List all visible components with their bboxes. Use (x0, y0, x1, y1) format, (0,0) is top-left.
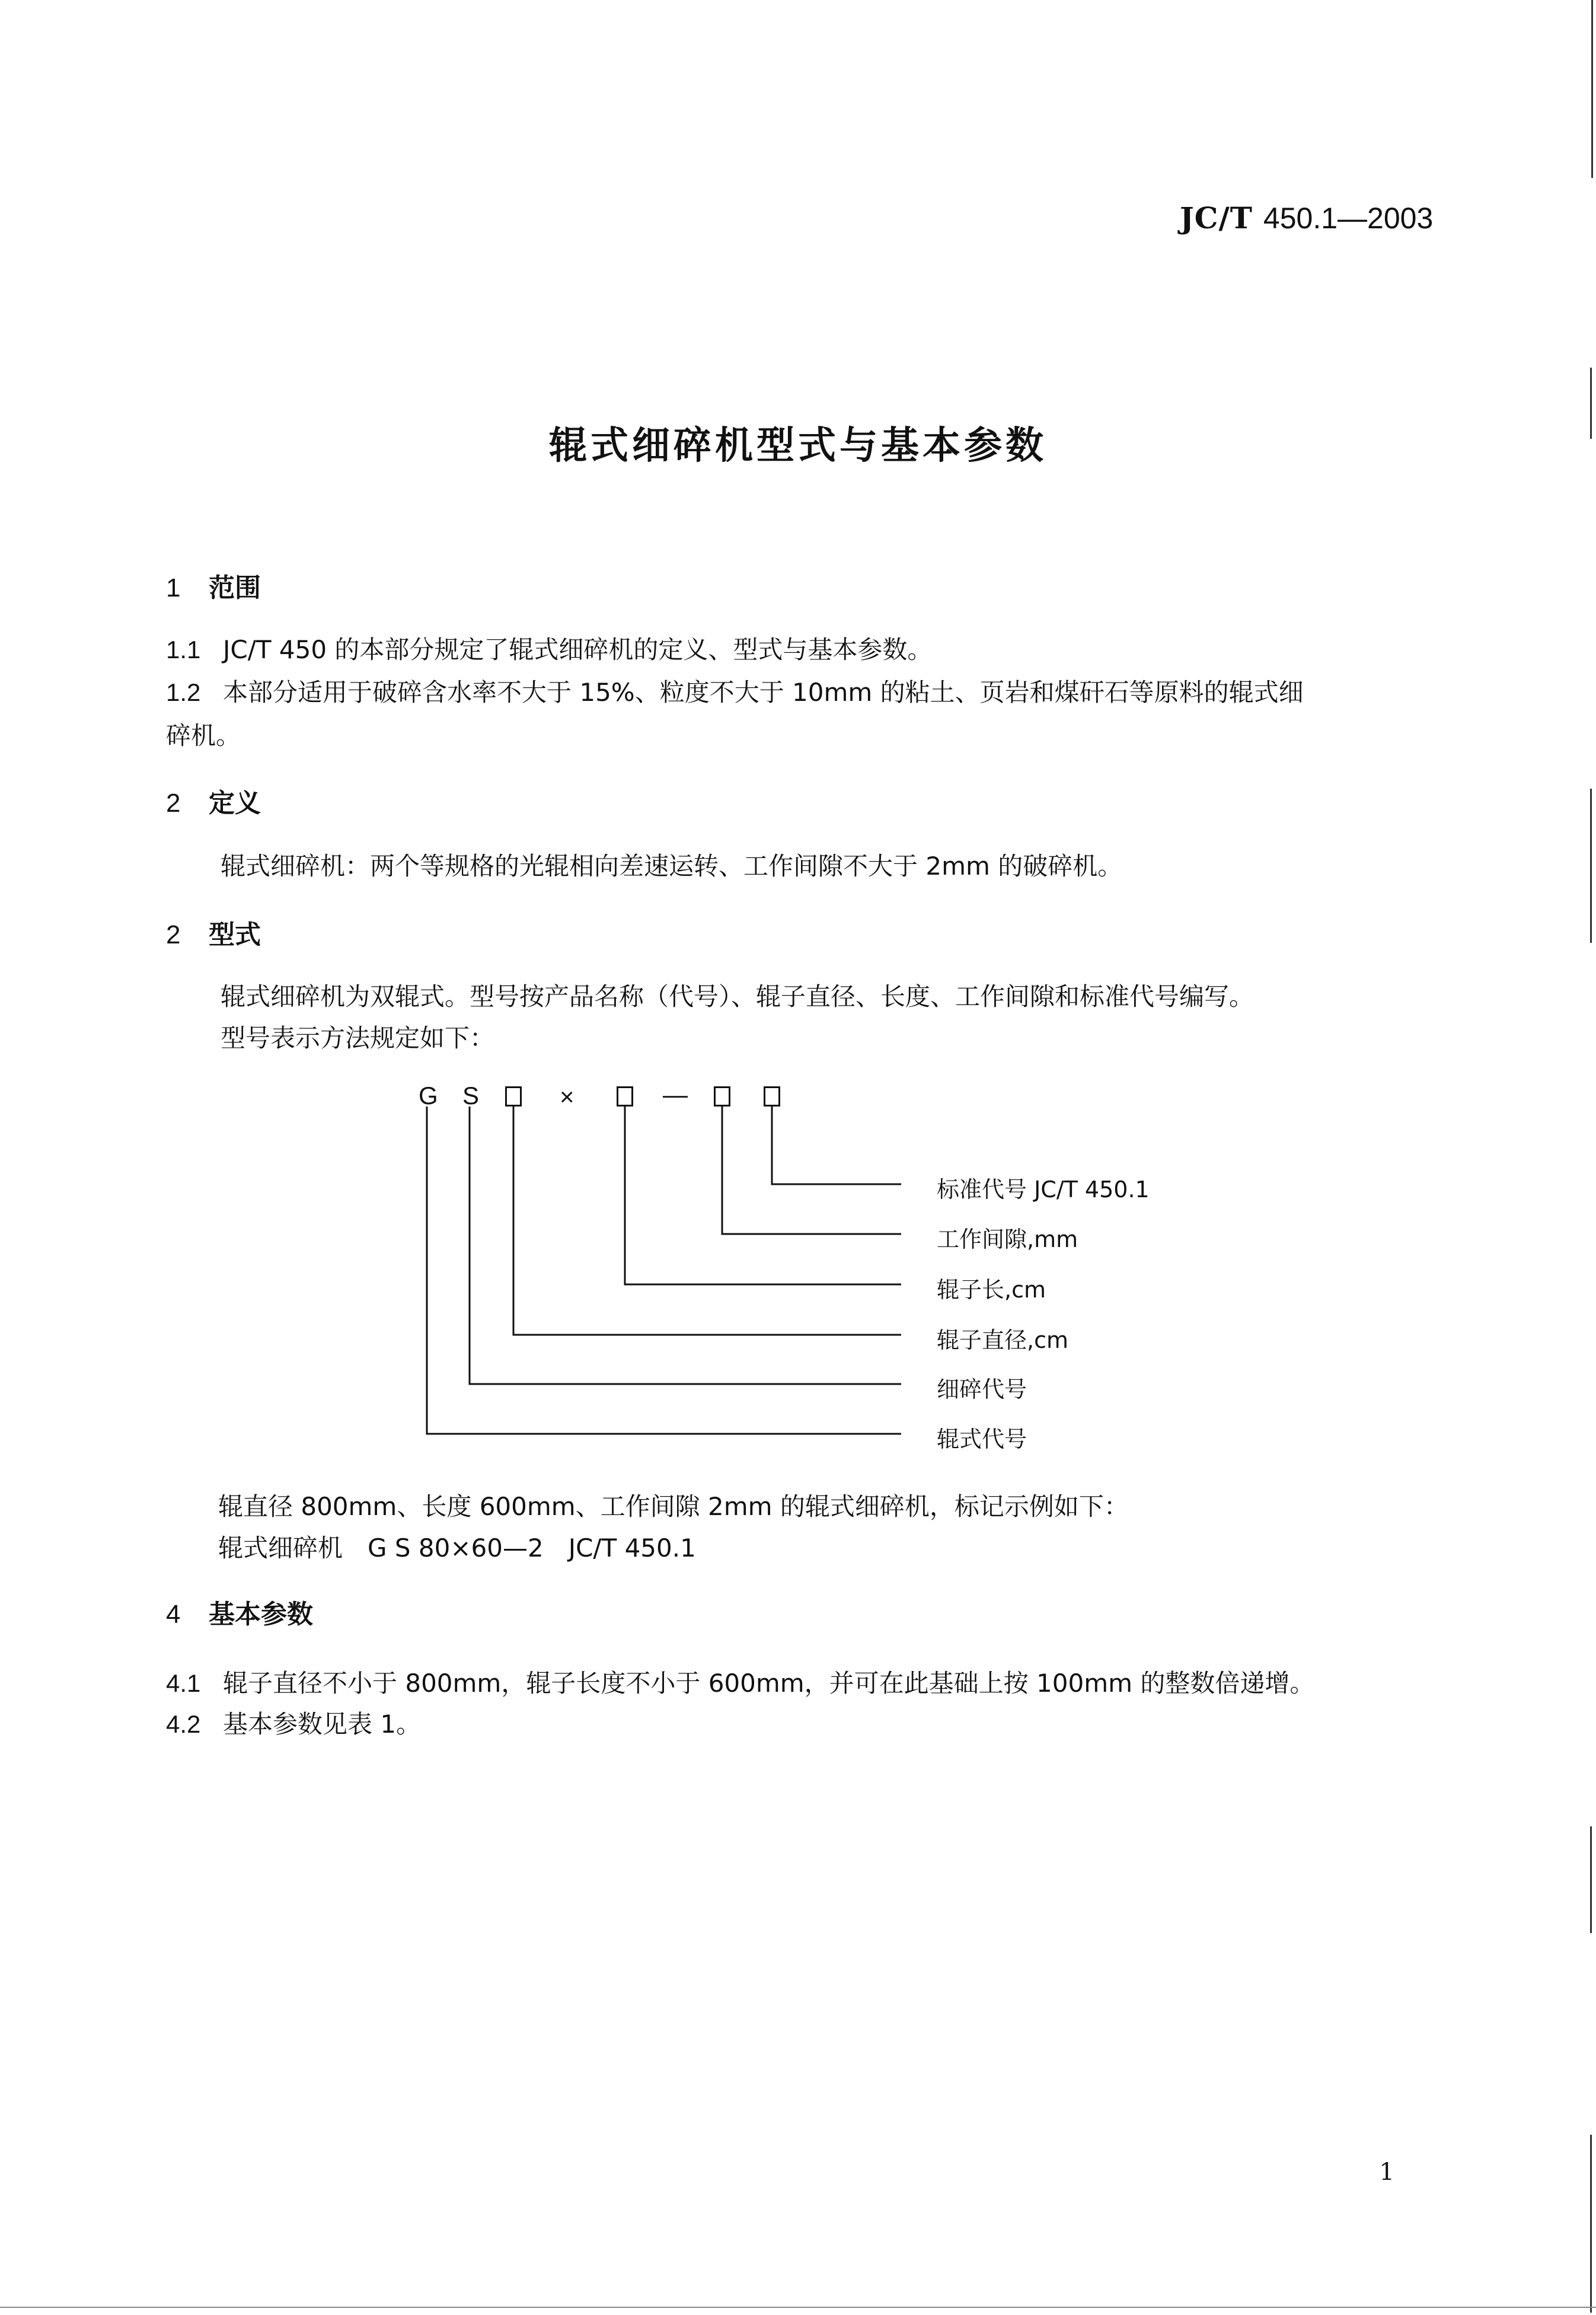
code-g: G (419, 1082, 438, 1109)
section-number: 1 (166, 573, 181, 602)
standard-number: 450.1—2003 (1263, 202, 1434, 235)
label-fine: 细碎代号 (937, 1376, 1027, 1402)
section-title: 范围 (209, 573, 261, 603)
type-text-1: 辊式细碎机为双辊式。型号按产品名称（代号）、辊子直径、长度、工作间隙和标准代号编写。 (221, 982, 1255, 1011)
scan-edge-mark (1590, 789, 1592, 943)
label-gap: 工作间隙,mm (937, 1226, 1078, 1252)
label-roller: 辊式代号 (937, 1426, 1027, 1452)
leader-standard (772, 1107, 901, 1184)
scan-edge-mark (1591, 0, 1593, 178)
leader-diameter (513, 1107, 901, 1335)
scan-edge-mark (1590, 368, 1592, 439)
dash-sign: — (663, 1080, 688, 1108)
section-title: 定义 (209, 788, 261, 818)
leader-gap (722, 1107, 901, 1234)
definition-text: 辊式细碎机：两个等规格的光辊相向差速运转、工作间隙不大于 2mm 的破碎机。 (221, 852, 1123, 881)
section-4-heading (166, 1593, 313, 1631)
section-title: 型式 (209, 920, 261, 950)
label-standard: 标准代号 JC/T 450.1 (937, 1176, 1150, 1203)
leader-length (625, 1107, 901, 1284)
section-number: 2 (166, 920, 181, 949)
standard-prefix: JC/T (1180, 200, 1253, 235)
code-s: S (462, 1082, 480, 1109)
clause-text: 辊子直径不小于 800mm，辊子长度不小于 600mm，并可在此基础上按 100mm 的整数倍递增。 (223, 1669, 1315, 1698)
type-text-2: 型号表示方法规定如下： (221, 1023, 495, 1053)
clause-number: 1.1 (166, 636, 201, 664)
label-diameter: 辊子直径,cm (937, 1327, 1068, 1353)
clause-number: 4.1 (166, 1669, 201, 1697)
scan-bottom-edge (0, 2307, 1596, 2308)
page-title: 辊式细碎机型式与基本参数 (549, 424, 1047, 468)
times-sign: × (560, 1083, 574, 1111)
clause-text: 基本参数见表 1。 (223, 1710, 422, 1739)
clause-4-2 (166, 1705, 421, 1740)
clause-1-2-cont: 碎机。 (166, 721, 241, 750)
example-line-2: 辊式细碎机 G S 80×60—2 JC/T 450.1 (218, 1533, 696, 1563)
clause-number: 1.2 (166, 678, 201, 706)
scan-edge-mark (1590, 1826, 1592, 1933)
clause-number: 4.2 (166, 1710, 201, 1738)
section-title: 基本参数 (209, 1599, 313, 1630)
leader-fine (470, 1107, 901, 1384)
clause-text: 本部分适用于破碎含水率不大于 15%、粒度不大于 10mm 的粘土、页岩和煤矸石等原料的辊式细 (223, 678, 1304, 707)
section-number: 2 (166, 789, 181, 818)
clause-text: JC/T 450 的本部分规定了辊式细碎机的定义、型式与基本参数。 (223, 635, 933, 664)
clause-4-1 (166, 1664, 1314, 1699)
page-number: 1 (1379, 2158, 1394, 2186)
scan-edge-mark (1590, 2135, 1592, 2313)
label-length: 辊子长,cm (937, 1277, 1046, 1303)
example-line-1: 辊直径 800mm、长度 600mm、工作间隙 2mm 的辊式细碎机，标记示例如下： (218, 1492, 1129, 1521)
section-number: 4 (166, 1600, 181, 1629)
